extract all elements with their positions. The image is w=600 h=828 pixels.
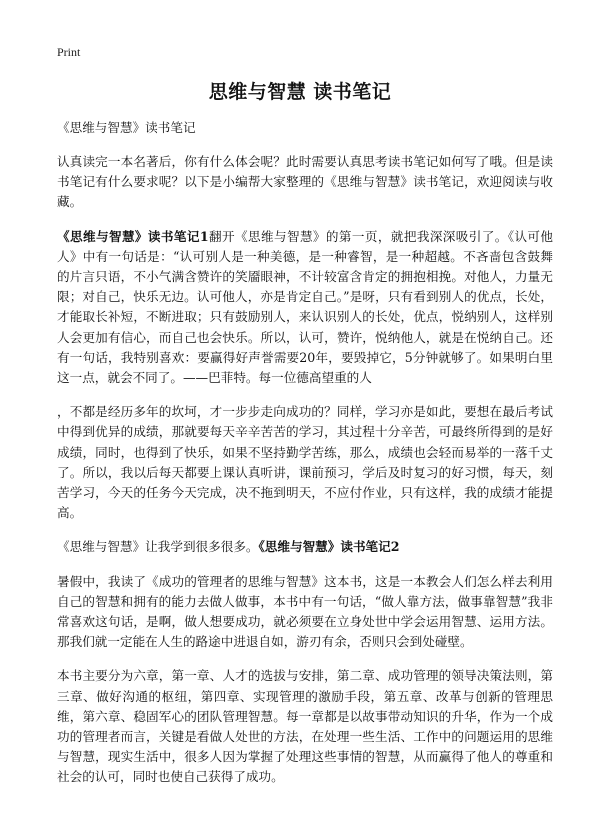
document-title: 思维与智慧 读书笔记 bbox=[208, 81, 392, 103]
note1-closing: 《思维与智慧》让我学到很多很多。 bbox=[57, 539, 259, 555]
note1-continuation: ，不都是经历多年的坎坷，才一步步走向成功的？同样，学习亦是如此，要想在最后考试中得到优异的成绩，那就要每天辛辛苦苦的学习，其过程十分辛苦，可最终所得到的是好成绩，同时，也得到了快乐，如果不坚持勤学苦练，那么，成绩也会轻而易举的一落千丈了。所以，我以后每天都要上课认真听讲，课前预习，学后及时复习的好习惯，每天，刻苦学习，今天的任务今天完成，决不拖到明天，不应付作业，只有这样，我的成绩才能提高。 bbox=[57, 404, 553, 521]
note2-paragraph: 暑假中，我读了《成功的管理者的思维与智慧》这本书，这是一本教会人们怎么样去利用自己的智慧和拥有的能力去做人做事，本书中有一句话，“做人靠方法，做事靠智慧”我非常喜欢这句话，是啊，做人想要成功，就必须要在立身处世中学会运用智慧、运用方法。那我们就一定能在人生的路途中进退自如，游刃有余，否则只会到处碰壁。 bbox=[57, 573, 553, 650]
note1-paragraph bbox=[57, 227, 553, 389]
note1-body: 翻开《思维与智慧》的第一页，就把我深深吸引了。《认可他人》中有一句话是：“认可别人是一种美德，是一种睿智，是一种超越。不吝啬包含鼓舞的片言只语，不小气满含赞许的笑靥眼神，不计较富含肯定的拥抱相挽。对他人，力量无限；对自己，快乐无边。认可他人，亦是肯定自己。”是呀，只有看到别人的优点，长处，才能取长补短，不断进取；只有鼓励别人，来认识别人的长处，优点，悦纳别人，这样别人会更加有信心，而自己也会快乐。所以，认可，赞许，悦纳他人，就是在悦纳自己。还有一句话，我特别喜欢：要赢得好声誉需要20年，要毁掉它，5分钟就够了。如果明白里这一点，就会不同了。——巴菲特。每一位德高望重的人 bbox=[57, 228, 554, 386]
document-subtitle: 《思维与智慧》读书笔记 bbox=[57, 120, 196, 135]
note2-continuation: 本书主要分为六章，第一章、人才的选拔与安排，第二章、成功管理的领导决策法则，第三章、做好沟通的枢纽，第四章、实现管理的激励手段，第五章、改革与创新的管理思维，第六章、稳固军心的团队管理智慧。每一章都是以故事带动知识的升华，作为一个成功的管理者而言，关键是看做人处世的方法，在处理一些生活、工作中的问题运用的思维与智慧，现实生活中，很多人因为掌握了处理这些事情的智慧，从而赢得了他人的尊重和社会的认可，同时也使自己获得了成功。 bbox=[57, 668, 553, 785]
print-link[interactable]: Print bbox=[57, 45, 81, 59]
note1-heading: 《思维与智慧》读书笔记1 bbox=[57, 228, 209, 244]
note2-heading-line bbox=[57, 537, 553, 557]
document-content bbox=[57, 118, 553, 802]
note2-heading: 《思维与智慧》读书笔记2 bbox=[258, 539, 400, 555]
intro-paragraph: 认真读完一本名著后，你有什么体会呢？此时需要认真思考读书笔记如何写了哦。但是读书笔记有什么要求呢？以下是小编帮大家整理的《思维与智慧》读书笔记，欢迎阅读与收藏。 bbox=[57, 154, 553, 210]
